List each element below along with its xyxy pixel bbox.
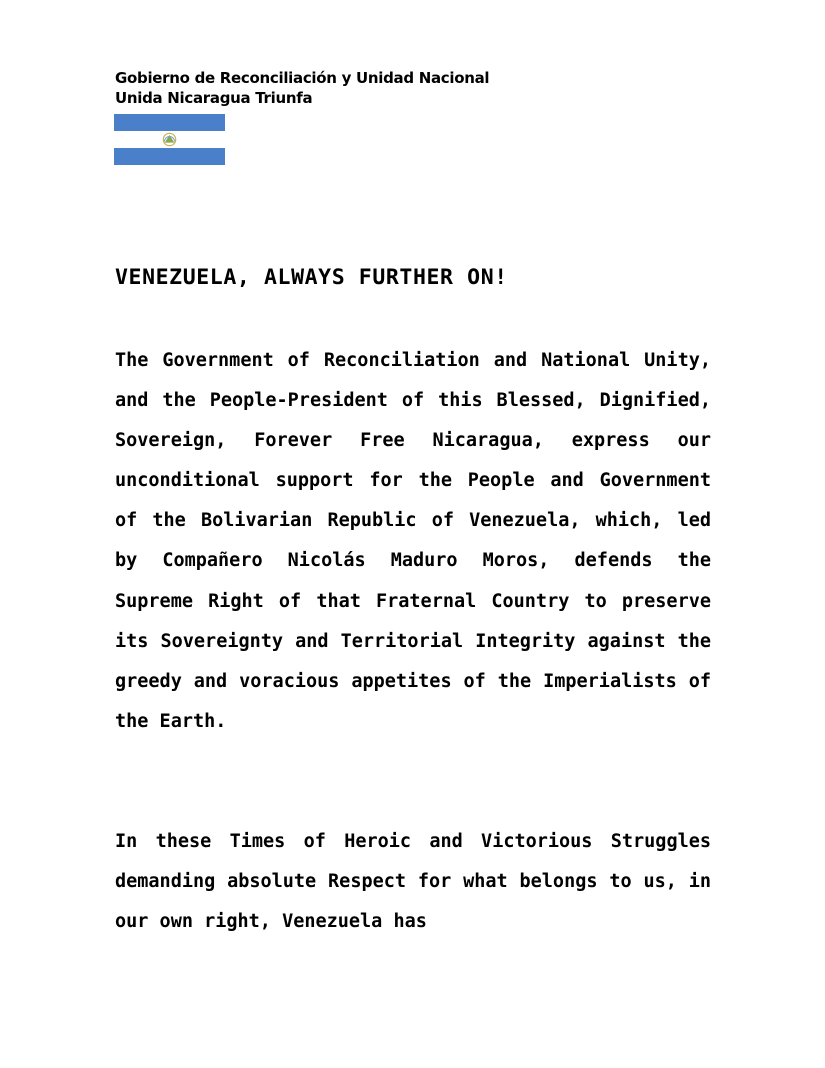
nicaragua-flag-icon — [114, 114, 225, 165]
paragraph-support: The Government of Reconciliation and National Unity, and the People-President of this Blessed, Dignified, Sovereign, Forever Free Nicaragua, express our unconditional support for the People and Government of the Bolivarian Republic of Venezuela, which, led by Compañero Nicolás Maduro Moros, defends the Supreme Right of that Fraternal Country to preserve its Sovereignty and Territorial Integrity against the greedy and voracious appetites of the Imperialists of the Earth. — [115, 350, 711, 732]
paragraph-struggles: In these Times of Heroic and Victorious Struggles demanding absolute Respect for what belongs to us, in our own right, Venezuela has — [115, 831, 711, 933]
letterhead-line-slogan: Unida Nicaragua Triunfa — [115, 89, 313, 107]
letterhead-line-government: Gobierno de Reconciliación y Unidad Nacional — [115, 69, 490, 87]
paragraph-clip — [0, 822, 825, 946]
document-title: VENEZUELA, ALWAYS FURTHER ON! — [115, 265, 508, 290]
letterhead — [115, 68, 489, 108]
